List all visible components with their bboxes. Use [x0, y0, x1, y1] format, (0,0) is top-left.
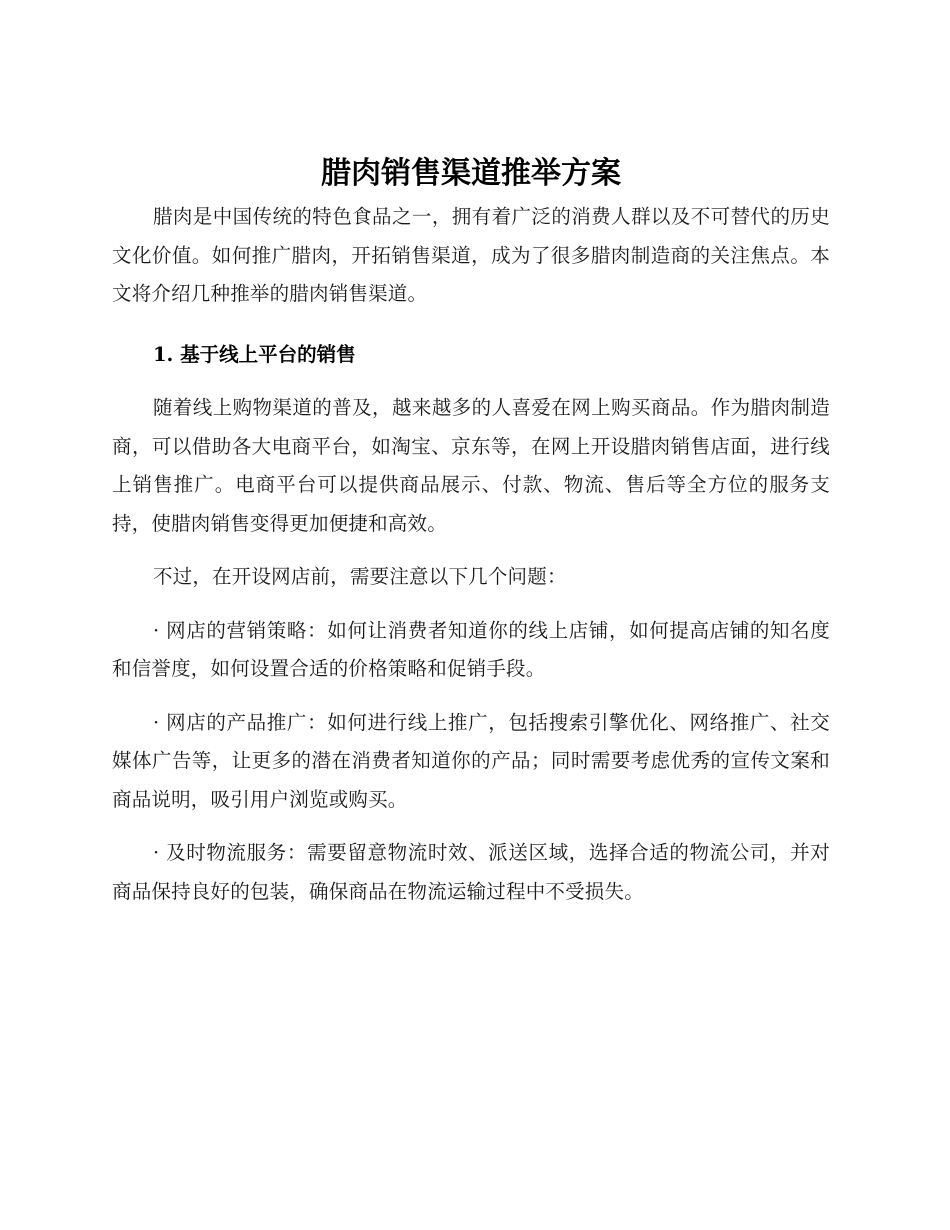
body-paragraph: 不过，在开设网店前，需要注意以下几个问题：	[152, 565, 567, 588]
body-paragraph: 随着线上购物渠道的普及，越来越多的人喜爱在网上购买商品。作为腊肉制造商，可以借助各大电商平台，如淘宝、京东等，在网上开设腊肉销售店面，进行线上销售推广。电商平台可以提供商品展示、付款、物流、售后等全方位的服务支持，使腊肉销售变得更加便捷和高效。	[112, 396, 830, 535]
bullet-item: · 及时物流服务：需要留意物流时效、派送区域，选择合适的物流公司，并对商品保持良好的包装，确保商品在物流运输过程中不受损失。	[112, 841, 830, 903]
intro-paragraph: 腊肉是中国传统的特色食品之一，拥有着广泛的消费人群以及不可替代的历史文化价值。如何推广腊肉，开拓销售渠道，成为了很多腊肉制造商的关注焦点。本文将介绍几种推举的腊肉销售渠道。	[112, 205, 830, 305]
document-page	[112, 150, 830, 911]
bullet-item: · 网店的营销策略：如何让消费者知道你的线上店铺，如何提高店铺的知名度和信誉度，如何设置合适的价格策略和促销手段。	[112, 618, 830, 680]
bullet-item: · 网店的产品推广：如何进行线上推广，包括搜索引擎优化、网络推广、社交媒体广告等，让更多的潜在消费者知道你的产品；同时需要考虑优秀的宣传文案和商品说明，吸引用户浏览或购买。	[112, 710, 830, 811]
document-title: 腊肉销售渠道推举方案	[321, 156, 621, 191]
section-heading: 1. 基于线上平台的销售	[152, 342, 356, 366]
